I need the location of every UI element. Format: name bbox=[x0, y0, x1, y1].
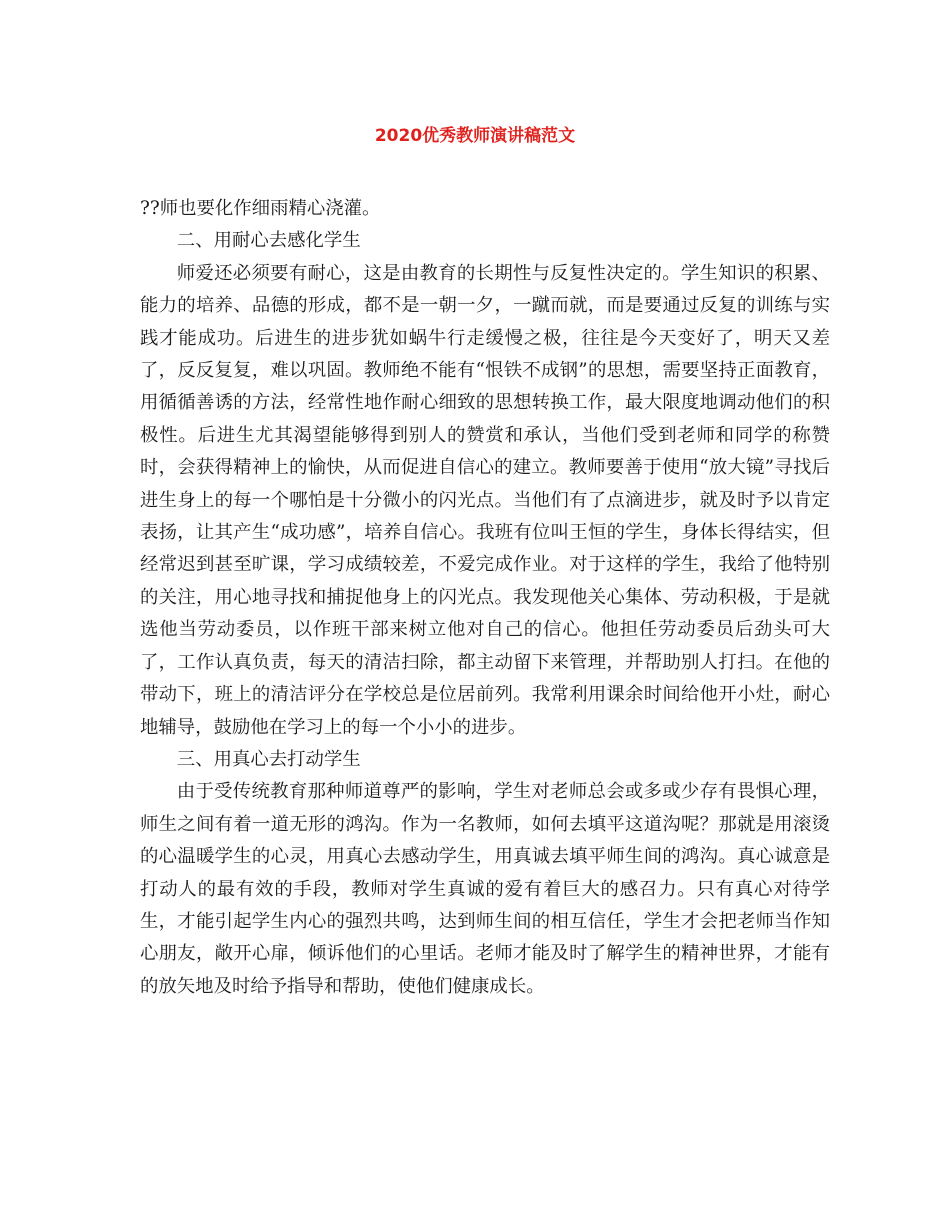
paragraph-continuation: ??师也要化作细雨精心浇灌。 bbox=[140, 198, 381, 219]
section-heading-patience: 二、用耐心去感化学生 bbox=[176, 230, 361, 252]
document-body bbox=[140, 193, 830, 1003]
section-heading-sincerity: 三、用真心去打动学生 bbox=[176, 748, 361, 770]
document-title: 2020优秀教师演讲稿范文 bbox=[374, 126, 576, 146]
paragraph-patience: 师爱还必须要有耐心，这是由教育的长期性与反复性决定的。学生知识的积累、能力的培养、品德的形成，都不是一朝一夕，一蹴而就，而是要通过反复的训练与实践才能成功。后进生的进步犹如蜗牛行走缓慢之极，往往是今天变好了，明天又差了，反反复复，难以巩固。教师绝不能有“恨铁不成钢”的思想，需要坚持正面教育，用循循善诱的方法，经常性地作耐心细致的思想转换工作，最大限度地调动他们的积极性。后进生尤其渴望能够得到别人的赞赏和承认，当他们受到老师和同学的称赞时，会获得精神上的愉快，从而促进自信心的建立。教师要善于使用“放大镜”寻找后进生身上的每一个哪怕是十分微小的闪光点。当他们有了点滴进步，就及时予以肯定表扬，让其产生“成功感”，培养自信心。我班有位叫王恒的学生，身体长得结实，但经常迟到甚至旷课，学习成绩较差，不爱完成作业。对于这样的学生，我给了他特别的关注，用心地寻找和捕捉他身上的闪光点。我发现他关心集体、劳动积极，于是就选他当劳动委员，以作班干部来树立他对自己的信心。他担任劳动委员后劲头可大了，工作认真负责，每天的清洁扫除，都主动留下来管理，并帮助别人打扫。在他的带动下，班上的清洁评分在学校总是位居前列。我常利用课余时间给他开小灶，耐心地辅导，鼓励他在学习上的每一个小小的进步。 bbox=[140, 262, 830, 738]
paragraph-sincerity: 由于受传统教育那种师道尊严的影响，学生对老师总会或多或少存有畏惧心理，师生之间有着一道无形的鸿沟。作为一名教师，如何去填平这道沟呢？那就是用滚烫的心温暖学生的心灵，用真心去感动学生，用真诚去填平师生间的鸿沟。真心诚意是打动人的最有效的手段，教师对学生真诚的爱有着巨大的感召力。只有真心对待学生，才能引起学生内心的强烈共鸣，达到师生间的相互信任，学生才会把老师当作知心朋友，敞开心扉，倾诉他们的心里话。老师才能及时了解学生的精神世界，才能有的放矢地及时给予指导和帮助，使他们健康成长。 bbox=[140, 781, 830, 997]
